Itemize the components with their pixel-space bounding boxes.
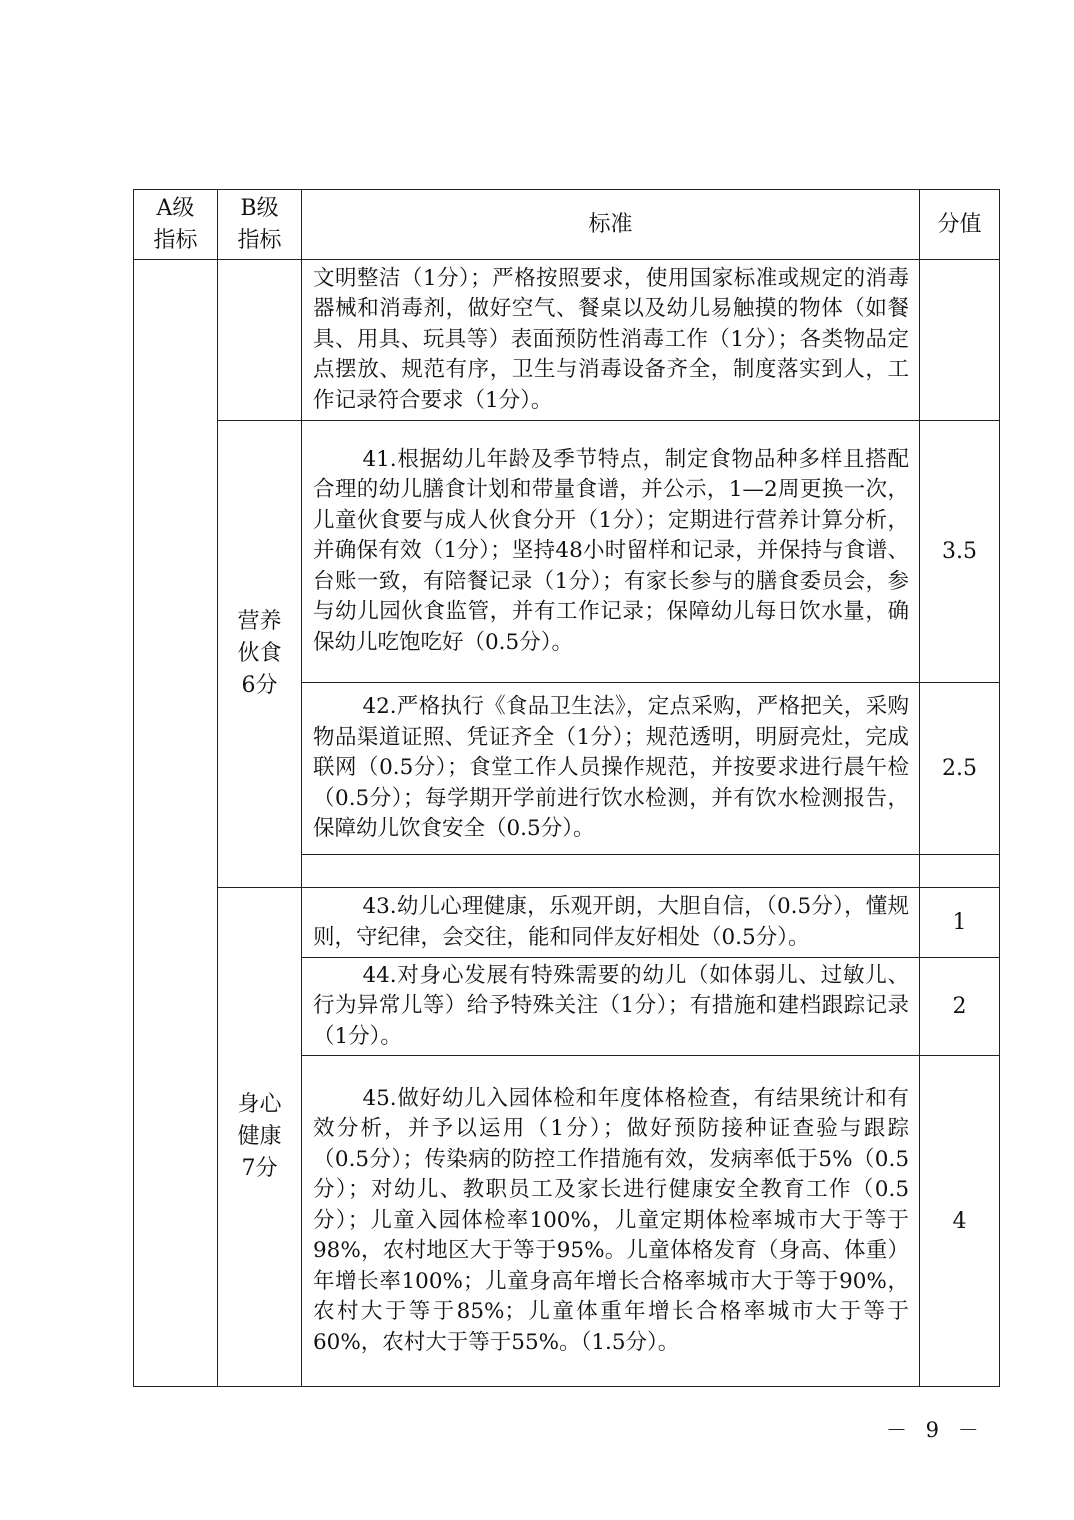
standard-cell: 44.对身心发展有特殊需要的幼儿（如体弱儿、过敏儿、行为异常儿等）给予特殊关注（1分）；有措施和建档跟踪记录（1分）。 xyxy=(302,958,920,1056)
table-row xyxy=(134,260,1000,421)
evaluation-table xyxy=(133,189,1000,1387)
header-b-level: B级 指标 xyxy=(218,190,302,260)
a-level-cell xyxy=(134,260,218,1387)
standard-cell: 45.做好幼儿入园体检和年度体格检查，有结果统计和有效分析，并予以运用（1分）；做好预防接种证查验与跟踪（0.5分）；传染病的防控工作措施有效，发病率低于5%（0.5分）；对幼儿、教职员工及家长进行健康安全教育工作（0.5分）；儿童入园体检率100%，儿童定期体检率城市大于等于98%，农村地区大于等于95%。儿童体格发育（身高、体重）年增长率100%；儿童身高年增长合格率城市大于等于90%，农村大于等于85%；儿童体重年增长合格率城市大于等于60%，农村大于等于55%。（1.5分）。 xyxy=(302,1056,920,1387)
b-level-cell-health: 身心 健康 7分 xyxy=(218,888,302,1387)
header-standard: 标准 xyxy=(302,190,920,260)
score-cell: 2.5 xyxy=(920,683,1000,855)
header-row xyxy=(134,190,1000,260)
standard-cell: 42.严格执行《食品卫生法》，定点采购，严格把关，采购物品渠道证照、凭证齐全（1分）；规范透明，明厨亮灶，完成联网（0.5分）；食堂工作人员操作规范，并按要求进行晨午检（0.5分）；每学期开学前进行饮水检测，并有饮水检测报告，保障幼儿饮食安全（0.5分）。 xyxy=(302,683,920,855)
score-cell: 4 xyxy=(920,1056,1000,1387)
score-cell-gap xyxy=(920,855,1000,888)
header-score: 分值 xyxy=(920,190,1000,260)
standard-cell: 文明整洁（1分）；严格按照要求，使用国家标准或规定的消毒器械和消毒剂，做好空气、餐桌以及幼儿易触摸的物体（如餐具、用具、玩具等）表面预防性消毒工作（1分）；各类物品定点摆放、规范有序，卫生与消毒设备齐全，制度落实到人，工作记录符合要求（1分）。 xyxy=(302,260,920,421)
table-row xyxy=(134,421,1000,683)
table-row xyxy=(134,888,1000,958)
b-level-cell-nutrition: 营养 伙食 6分 xyxy=(218,421,302,888)
score-cell: 3.5 xyxy=(920,421,1000,683)
page-number: － 9 － xyxy=(886,1418,985,1442)
standard-cell: 43.幼儿心理健康，乐观开朗，大胆自信，（0.5分），懂规则，守纪律，会交往，能和同伴友好相处（0.5分）。 xyxy=(302,888,920,958)
score-cell: 2 xyxy=(920,958,1000,1056)
standard-cell-gap xyxy=(302,855,920,888)
standard-cell: 41.根据幼儿年龄及季节特点，制定食物品种多样且搭配合理的幼儿膳食计划和带量食谱，并公示，1—2周更换一次，儿童伙食要与成人伙食分开（1分）；定期进行营养计算分析，并确保有效（1分）；坚持48小时留样和记录，并保持与食谱、台账一致，有陪餐记录（1分）；有家长参与的膳食委员会，参与幼儿园伙食监管，并有工作记录；保障幼儿每日饮水量，确保幼儿吃饱吃好（0.5分）。 xyxy=(302,421,920,683)
score-cell: 1 xyxy=(920,888,1000,958)
header-a-level: A级 指标 xyxy=(134,190,218,260)
score-cell xyxy=(920,260,1000,421)
b-level-cell-continued xyxy=(218,260,302,421)
